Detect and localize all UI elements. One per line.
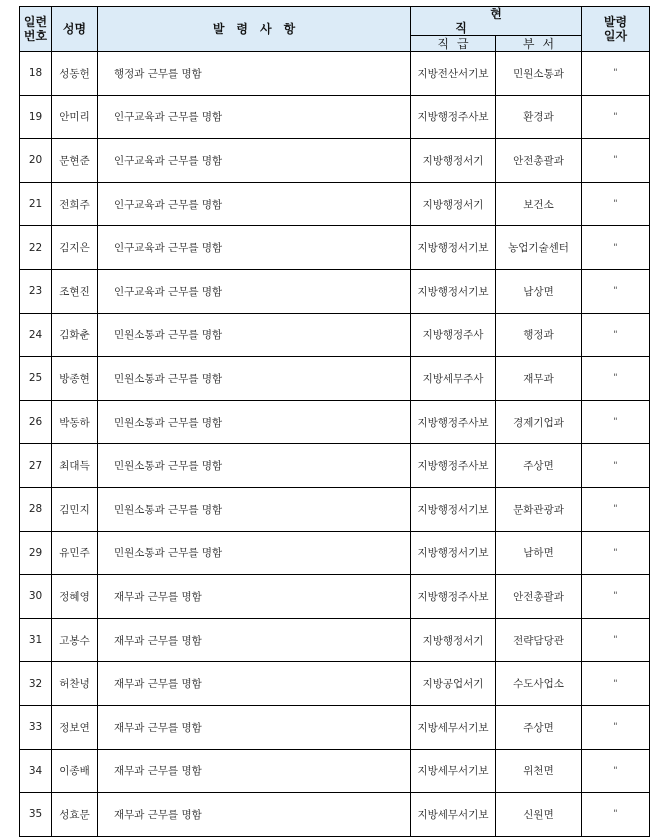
serial-number-header — [20, 7, 52, 52]
serial-number-cell: 26 — [20, 400, 52, 444]
department-cell: 남상면 — [496, 269, 582, 313]
order-content-cell: 민원소통과 근무를 명함 — [98, 313, 411, 357]
serial-header-line1: 일련 — [23, 15, 48, 29]
table-row — [20, 487, 650, 531]
order-date-cell: " — [582, 182, 650, 226]
order-date-cell: " — [582, 357, 650, 401]
rank-cell: 지방행정서기 — [411, 139, 496, 183]
order-date-cell: " — [582, 662, 650, 706]
table-row — [20, 182, 650, 226]
rank-cell: 지방행정서기 — [411, 618, 496, 662]
order-content-cell: 민원소통과 근무를 명함 — [98, 357, 411, 401]
order-date-cell: " — [582, 400, 650, 444]
department-cell: 신원면 — [496, 793, 582, 837]
order-content-cell: 민원소통과 근무를 명함 — [98, 531, 411, 575]
serial-number-cell: 23 — [20, 269, 52, 313]
name-cell: 전희주 — [52, 182, 98, 226]
rank-cell: 지방세무서기보 — [411, 705, 496, 749]
department-cell: 재무과 — [496, 357, 582, 401]
rank-cell: 지방세무주사 — [411, 357, 496, 401]
name-cell: 조현진 — [52, 269, 98, 313]
name-cell: 고봉수 — [52, 618, 98, 662]
table-body — [20, 52, 650, 837]
serial-number-cell: 19 — [20, 95, 52, 139]
rank-cell: 지방전산서기보 — [411, 52, 496, 96]
order-date-cell: " — [582, 269, 650, 313]
name-cell: 문현준 — [52, 139, 98, 183]
department-cell: 보건소 — [496, 182, 582, 226]
table-row — [20, 313, 650, 357]
serial-number-cell: 21 — [20, 182, 52, 226]
order-content-cell: 민원소통과 근무를 명함 — [98, 444, 411, 488]
name-cell: 성동헌 — [52, 52, 98, 96]
serial-number-cell: 28 — [20, 487, 52, 531]
table-row — [20, 357, 650, 401]
order-date-cell: " — [582, 95, 650, 139]
serial-number-cell: 29 — [20, 531, 52, 575]
serial-number-cell: 34 — [20, 749, 52, 793]
serial-number-cell: 20 — [20, 139, 52, 183]
serial-number-cell: 25 — [20, 357, 52, 401]
serial-number-cell: 24 — [20, 313, 52, 357]
order-date-cell: " — [582, 444, 650, 488]
order-date-cell: " — [582, 139, 650, 183]
serial-number-cell: 18 — [20, 52, 52, 96]
name-cell: 김민지 — [52, 487, 98, 531]
department-cell: 위천면 — [496, 749, 582, 793]
table-row — [20, 662, 650, 706]
order-content-cell: 행정과 근무를 명함 — [98, 52, 411, 96]
rank-cell: 지방행정서기보 — [411, 531, 496, 575]
rank-cell: 지방공업서기 — [411, 662, 496, 706]
serial-number-cell: 32 — [20, 662, 52, 706]
serial-header-line2: 번호 — [23, 29, 48, 43]
table-row — [20, 95, 650, 139]
department-cell: 경제기업과 — [496, 400, 582, 444]
department-cell: 전략담당관 — [496, 618, 582, 662]
order-date-cell: " — [582, 575, 650, 619]
order-content-cell: 재무과 근무를 명함 — [98, 618, 411, 662]
rank-cell: 지방행정주사보 — [411, 444, 496, 488]
current-position-header: 현직 — [411, 7, 582, 36]
table-row — [20, 444, 650, 488]
name-cell: 김지은 — [52, 226, 98, 270]
table-row — [20, 226, 650, 270]
department-cell: 행정과 — [496, 313, 582, 357]
order-content-cell: 인구교육과 근무를 명함 — [98, 95, 411, 139]
rank-cell: 지방행정서기보 — [411, 487, 496, 531]
name-header: 성명 — [52, 7, 98, 52]
rank-cell: 지방행정주사보 — [411, 95, 496, 139]
name-cell: 이종배 — [52, 749, 98, 793]
table-row — [20, 139, 650, 183]
table-row — [20, 749, 650, 793]
name-cell: 안미리 — [52, 95, 98, 139]
department-cell: 민원소통과 — [496, 52, 582, 96]
table-row — [20, 269, 650, 313]
name-cell: 허찬녕 — [52, 662, 98, 706]
rank-cell: 지방행정주사보 — [411, 400, 496, 444]
department-cell: 문화관광과 — [496, 487, 582, 531]
name-cell: 유민주 — [52, 531, 98, 575]
serial-number-cell: 35 — [20, 793, 52, 837]
date-header-line1: 발령 — [603, 15, 628, 29]
order-date-cell: " — [582, 705, 650, 749]
department-cell: 안전총괄과 — [496, 575, 582, 619]
table-row — [20, 793, 650, 837]
order-content-cell: 민원소통과 근무를 명함 — [98, 487, 411, 531]
order-date-cell: " — [582, 749, 650, 793]
department-cell: 주상면 — [496, 444, 582, 488]
order-content-cell: 인구교육과 근무를 명함 — [98, 182, 411, 226]
order-content-cell: 민원소통과 근무를 명함 — [98, 400, 411, 444]
department-header: 부서 — [496, 36, 582, 52]
name-cell: 김화춘 — [52, 313, 98, 357]
order-content-cell: 재무과 근무를 명함 — [98, 662, 411, 706]
rank-cell: 지방행정서기보 — [411, 226, 496, 270]
date-header-line2: 일자 — [603, 29, 628, 43]
department-cell: 수도사업소 — [496, 662, 582, 706]
order-date-cell: " — [582, 531, 650, 575]
table-row — [20, 400, 650, 444]
order-content-cell: 인구교육과 근무를 명함 — [98, 226, 411, 270]
department-cell: 안전총괄과 — [496, 139, 582, 183]
department-cell: 주상면 — [496, 705, 582, 749]
serial-number-cell: 31 — [20, 618, 52, 662]
rank-cell: 지방행정서기 — [411, 182, 496, 226]
name-cell: 최대득 — [52, 444, 98, 488]
order-content-cell: 재무과 근무를 명함 — [98, 793, 411, 837]
serial-number-cell: 22 — [20, 226, 52, 270]
order-content-cell: 재무과 근무를 명함 — [98, 705, 411, 749]
table-row — [20, 531, 650, 575]
rank-cell: 지방행정주사보 — [411, 575, 496, 619]
order-content-cell: 인구교육과 근무를 명함 — [98, 139, 411, 183]
order-date-cell: " — [582, 226, 650, 270]
order-date-cell: " — [582, 487, 650, 531]
name-cell: 정보연 — [52, 705, 98, 749]
department-cell: 남하면 — [496, 531, 582, 575]
rank-cell: 지방행정서기보 — [411, 269, 496, 313]
order-content-cell: 재무과 근무를 명함 — [98, 575, 411, 619]
order-date-cell: " — [582, 618, 650, 662]
serial-number-cell: 30 — [20, 575, 52, 619]
table-row — [20, 575, 650, 619]
name-cell: 정혜영 — [52, 575, 98, 619]
rank-cell: 지방세무서기보 — [411, 749, 496, 793]
personnel-order-table — [19, 6, 650, 837]
department-cell: 농업기술센터 — [496, 226, 582, 270]
order-header: 발령사항 — [98, 7, 411, 52]
order-date-header — [582, 7, 650, 52]
serial-number-cell: 27 — [20, 444, 52, 488]
order-date-cell: " — [582, 52, 650, 96]
order-date-cell: " — [582, 793, 650, 837]
order-content-cell: 인구교육과 근무를 명함 — [98, 269, 411, 313]
header-row-top — [20, 7, 650, 36]
order-content-cell: 재무과 근무를 명함 — [98, 749, 411, 793]
name-cell: 방종현 — [52, 357, 98, 401]
table-row — [20, 52, 650, 96]
rank-cell: 지방행정주사 — [411, 313, 496, 357]
rank-cell: 지방세무서기보 — [411, 793, 496, 837]
table-row — [20, 705, 650, 749]
department-cell: 환경과 — [496, 95, 582, 139]
serial-number-cell: 33 — [20, 705, 52, 749]
rank-header: 직급 — [411, 36, 496, 52]
name-cell: 박동하 — [52, 400, 98, 444]
table-row — [20, 618, 650, 662]
name-cell: 성효문 — [52, 793, 98, 837]
order-date-cell: " — [582, 313, 650, 357]
